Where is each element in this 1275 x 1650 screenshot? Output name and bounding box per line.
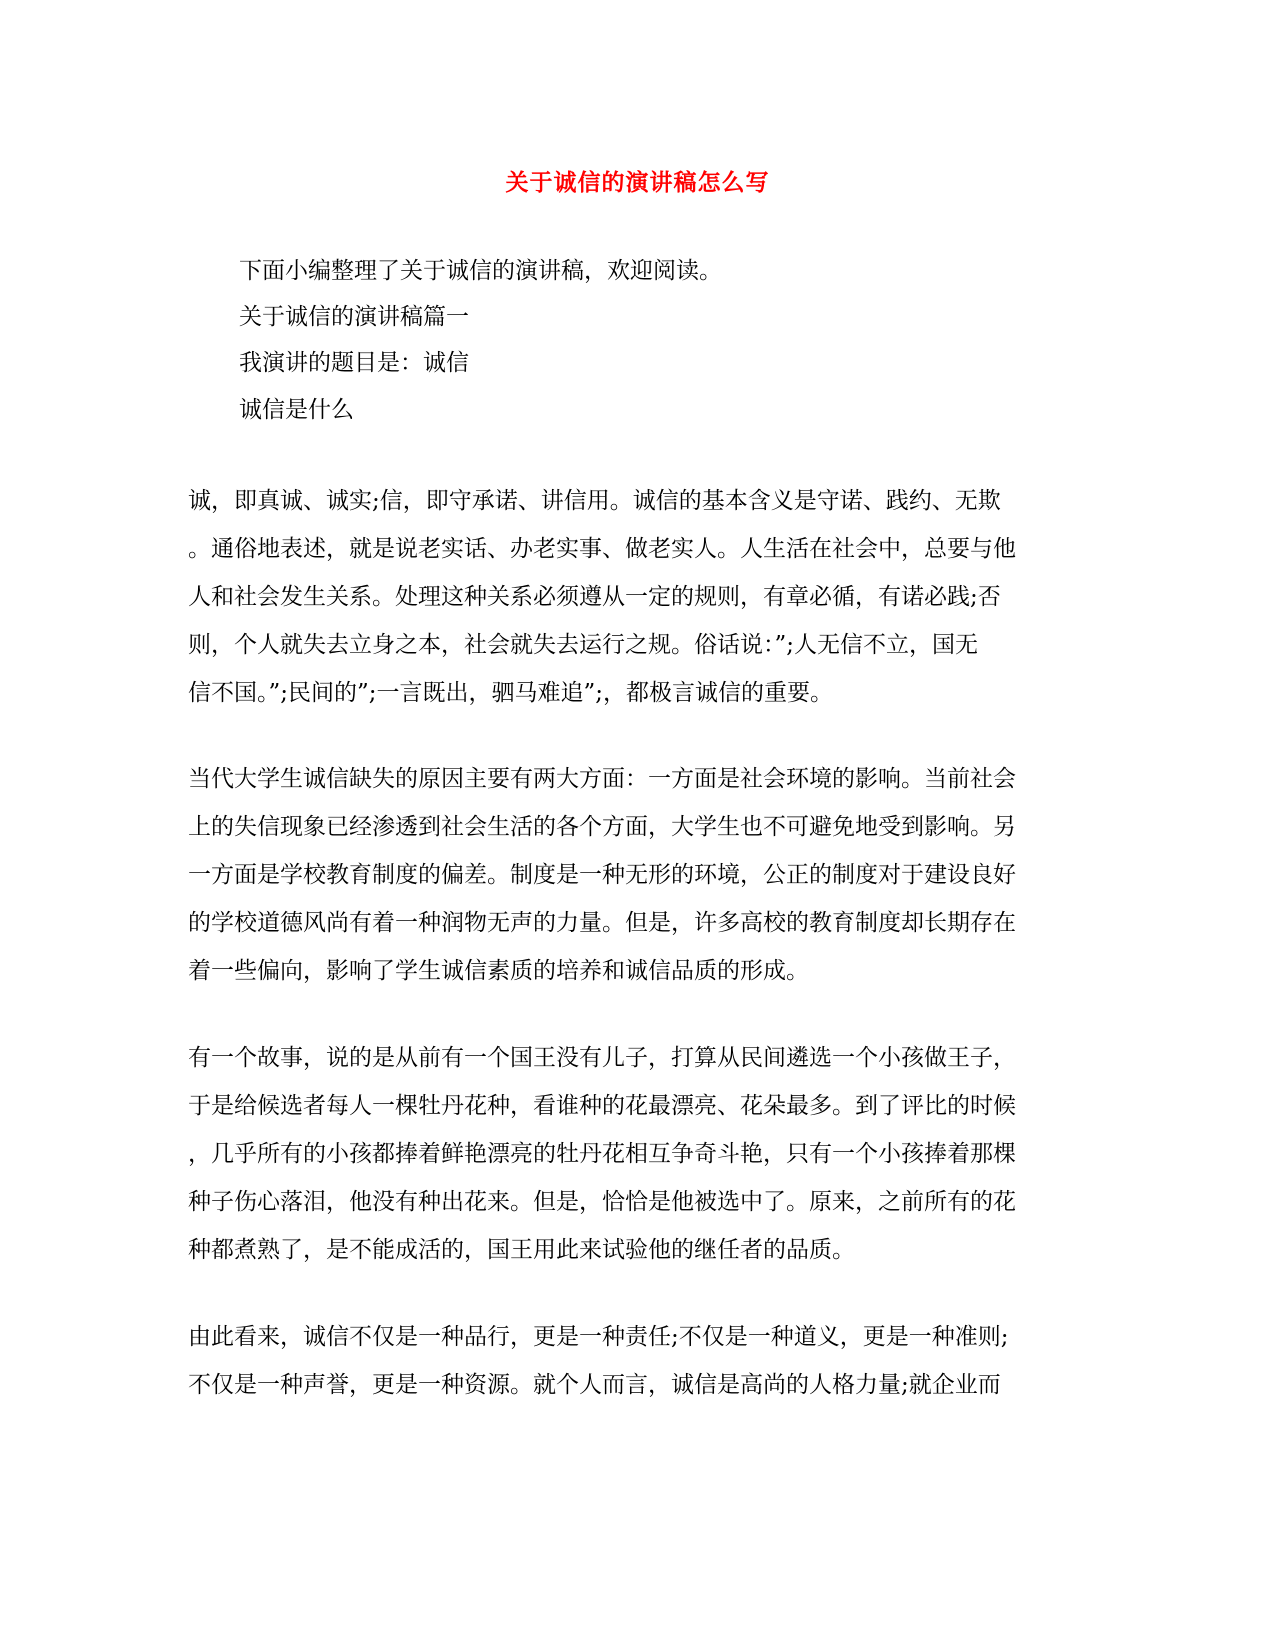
document-title: 关于诚信的演讲稿怎么写 — [505, 169, 770, 196]
paragraph-1 — [188, 477, 1088, 717]
intro-line-4: 诚信是什么 — [239, 397, 354, 423]
paragraph-line: ，几乎所有的小孩都捧着鲜艳漂亮的牡丹花相互争奇斗艳，只有一个小孩捧着那棵 — [188, 1141, 1016, 1167]
paragraph-line: 一方面是学校教育制度的偏差。制度是一种无形的环境，公正的制度对于建设良好 — [188, 862, 1016, 888]
paragraph-line: 种子伤心落泪，他没有种出花来。但是，恰恰是他被选中了。原来，之前所有的花 — [188, 1189, 1016, 1215]
paragraph-line: 上的失信现象已经渗透到社会生活的各个方面，大学生也不可避免地受到影响。另 — [188, 814, 1016, 840]
paragraph-line: 不仅是一种声誉，更是一种资源。就个人而言，诚信是高尚的人格力量;就企业而 — [188, 1372, 1001, 1398]
paragraph-line: 由此看来，诚信不仅是一种品行，更是一种责任;不仅是一种道义，更是一种准则; — [188, 1324, 1009, 1350]
paragraph-line: 。通俗地表述，就是说老实话、办老实事、做老实人。人生活在社会中，总要与他 — [188, 536, 1016, 562]
paragraph-line: 诚，即真诚、诚实;信，即守承诺、讲信用。诚信的基本含义是守诺、践约、无欺 — [188, 488, 1001, 514]
paragraph-line: 于是给候选者每人一棵牡丹花种，看谁种的花最漂亮、花朵最多。到了评比的时候 — [188, 1093, 1016, 1119]
paragraph-line: 有一个故事，说的是从前有一个国王没有儿子，打算从民间遴选一个小孩做王子， — [188, 1045, 1016, 1071]
paragraph-3 — [188, 1034, 1088, 1274]
intro-line-1: 下面小编整理了关于诚信的演讲稿，欢迎阅读。 — [239, 258, 722, 284]
paragraph-4 — [188, 1313, 1088, 1409]
paragraph-line: 人和社会发生关系。处理这种关系必须遵从一定的规则，有章必循，有诺必践;否 — [188, 584, 1001, 610]
paragraph-line: 种都煮熟了，是不能成活的，国王用此来试验他的继任者的品质。 — [188, 1237, 855, 1263]
paragraph-2 — [188, 755, 1088, 995]
paragraph-line: 则，个人就失去立身之本，社会就失去运行之规。俗话说：”;人无信不立，国无 — [188, 632, 979, 658]
paragraph-line: 的学校道德风尚有着一种润物无声的力量。但是，许多高校的教育制度却长期存在 — [188, 910, 1016, 936]
intro-line-3: 我演讲的题目是：诚信 — [239, 350, 469, 376]
paragraph-line: 着一些偏向，影响了学生诚信素质的培养和诚信品质的形成。 — [188, 958, 809, 984]
paragraph-line: 当代大学生诚信缺失的原因主要有两大方面：一方面是社会环境的影响。当前社会 — [188, 766, 1016, 792]
paragraph-line: 信不国。”;民间的”;一言既出，驷马难追”;，都极言诚信的重要。 — [188, 680, 834, 706]
intro-line-2: 关于诚信的演讲稿篇一 — [239, 304, 469, 330]
